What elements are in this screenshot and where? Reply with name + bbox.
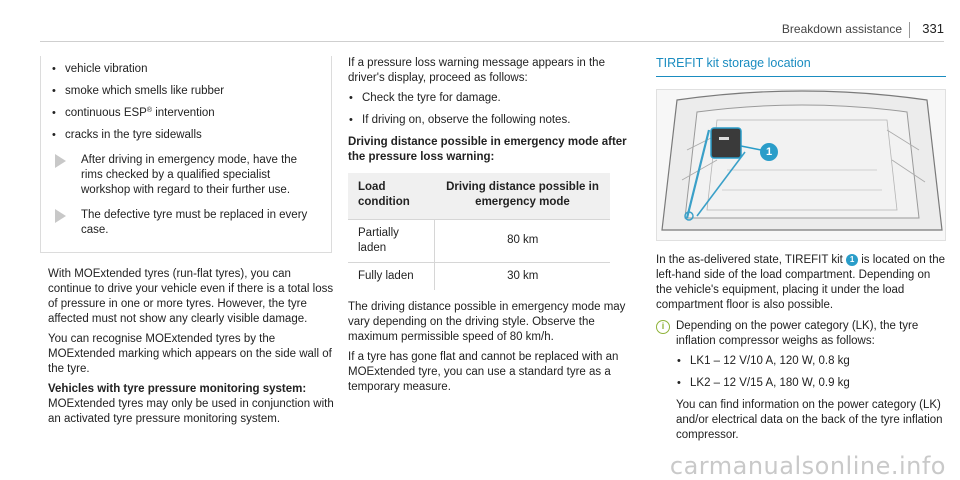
paragraph: With MOExtended tyres (run-flat tyres), you can continue to drive your vehicle even if there is a total loss of pressure in one or more tyres. However, the tyre affected must not show any clearly visible damage. bbox=[48, 268, 334, 325]
table-row bbox=[348, 219, 610, 262]
registered-mark: ® bbox=[146, 107, 153, 114]
list-item: • Check the tyre for damage. bbox=[348, 91, 640, 106]
warning-box bbox=[40, 56, 332, 253]
column-left bbox=[48, 56, 334, 432]
paragraph: The driving distance possible in emergency mode may vary depending on the driving style. Observe the maximum permissible speed of 80 km/h. bbox=[348, 300, 626, 343]
callout-1-icon: 1 bbox=[760, 143, 778, 161]
subheading: Driving distance possible in emergency mode after the pressure loss warning: bbox=[348, 136, 627, 163]
paragraph: MOExtended tyres may only be used in conjunction with an activated tyre pressure monitoring system. bbox=[48, 398, 334, 425]
paragraph: If a tyre has gone flat and cannot be replaced with an MOExtended tyre, you can use a standard tyre as a temporary measure. bbox=[348, 350, 619, 393]
load-compartment-illustration bbox=[656, 89, 946, 241]
list-item: • LK1 – 12 V/10 A, 120 W, 0.8 kg bbox=[676, 354, 946, 369]
header-title: Breakdown assistance bbox=[781, 22, 902, 36]
arrow-right-icon bbox=[55, 154, 66, 168]
table-cell: Fully laden bbox=[348, 262, 435, 290]
table-row bbox=[348, 262, 610, 290]
trunk-drawing bbox=[657, 90, 946, 241]
info-icon: i bbox=[656, 320, 670, 334]
column-right bbox=[656, 56, 946, 448]
list-item: • smoke which smells like rubber bbox=[51, 84, 321, 99]
page-number: 331 bbox=[922, 21, 944, 36]
note-text: You can find information on the power category (LK) and/or electrical data on the back of the tyre inflation compressor. bbox=[676, 399, 943, 441]
table-header: Driving distance possible in emergency mode bbox=[435, 173, 610, 219]
info-note bbox=[656, 319, 946, 443]
paragraph: If a pressure loss warning message appears in the driver's display, proceed as follows: bbox=[348, 57, 605, 84]
table-cell: 30 km bbox=[435, 262, 610, 290]
table-cell: 80 km bbox=[435, 219, 610, 262]
subheading: Vehicles with tyre pressure monitoring system: bbox=[48, 383, 307, 395]
note-text: Depending on the power category (LK), the tyre inflation compressor weighs as follows: bbox=[676, 320, 919, 347]
header-rule bbox=[40, 41, 944, 42]
paragraph: In the as-delivered state, TIREFIT kit 1 is located on the left-hand side of the load compartment. Depending on the vehicle's equipment, placing it under the load compartment floor is also possible. bbox=[656, 254, 945, 311]
list-item: • LK2 – 12 V/15 A, 180 W, 0.9 kg bbox=[676, 376, 946, 391]
watermark-logo: carmanualsonline.info bbox=[669, 452, 946, 480]
arrow-right-icon bbox=[55, 209, 66, 223]
instruction-step: The defective tyre must be replaced in every case. bbox=[51, 208, 321, 238]
header-separator bbox=[909, 22, 910, 38]
column-middle bbox=[348, 56, 640, 400]
callout-1-icon: 1 bbox=[846, 254, 858, 266]
paragraph: You can recognise MOExtended tyres by the MOExtended marking which appears on the side wall of the tyre. bbox=[48, 333, 332, 375]
table-header: Load condition bbox=[348, 173, 435, 219]
section-title: TIREFIT kit storage location bbox=[656, 56, 946, 77]
list-item: • If driving on, observe the following notes. bbox=[348, 113, 640, 128]
list-item: • continuous ESP® intervention bbox=[51, 106, 321, 121]
instruction-step: After driving in emergency mode, have the rims checked by a qualified specialist workshop with regard to their further use. bbox=[51, 153, 321, 198]
list-item: • cracks in the tyre sidewalls bbox=[51, 128, 321, 143]
distance-table bbox=[348, 173, 610, 290]
list-item: • vehicle vibration bbox=[51, 62, 321, 77]
table-header-row bbox=[348, 173, 610, 219]
table-cell: Partially laden bbox=[348, 219, 435, 262]
